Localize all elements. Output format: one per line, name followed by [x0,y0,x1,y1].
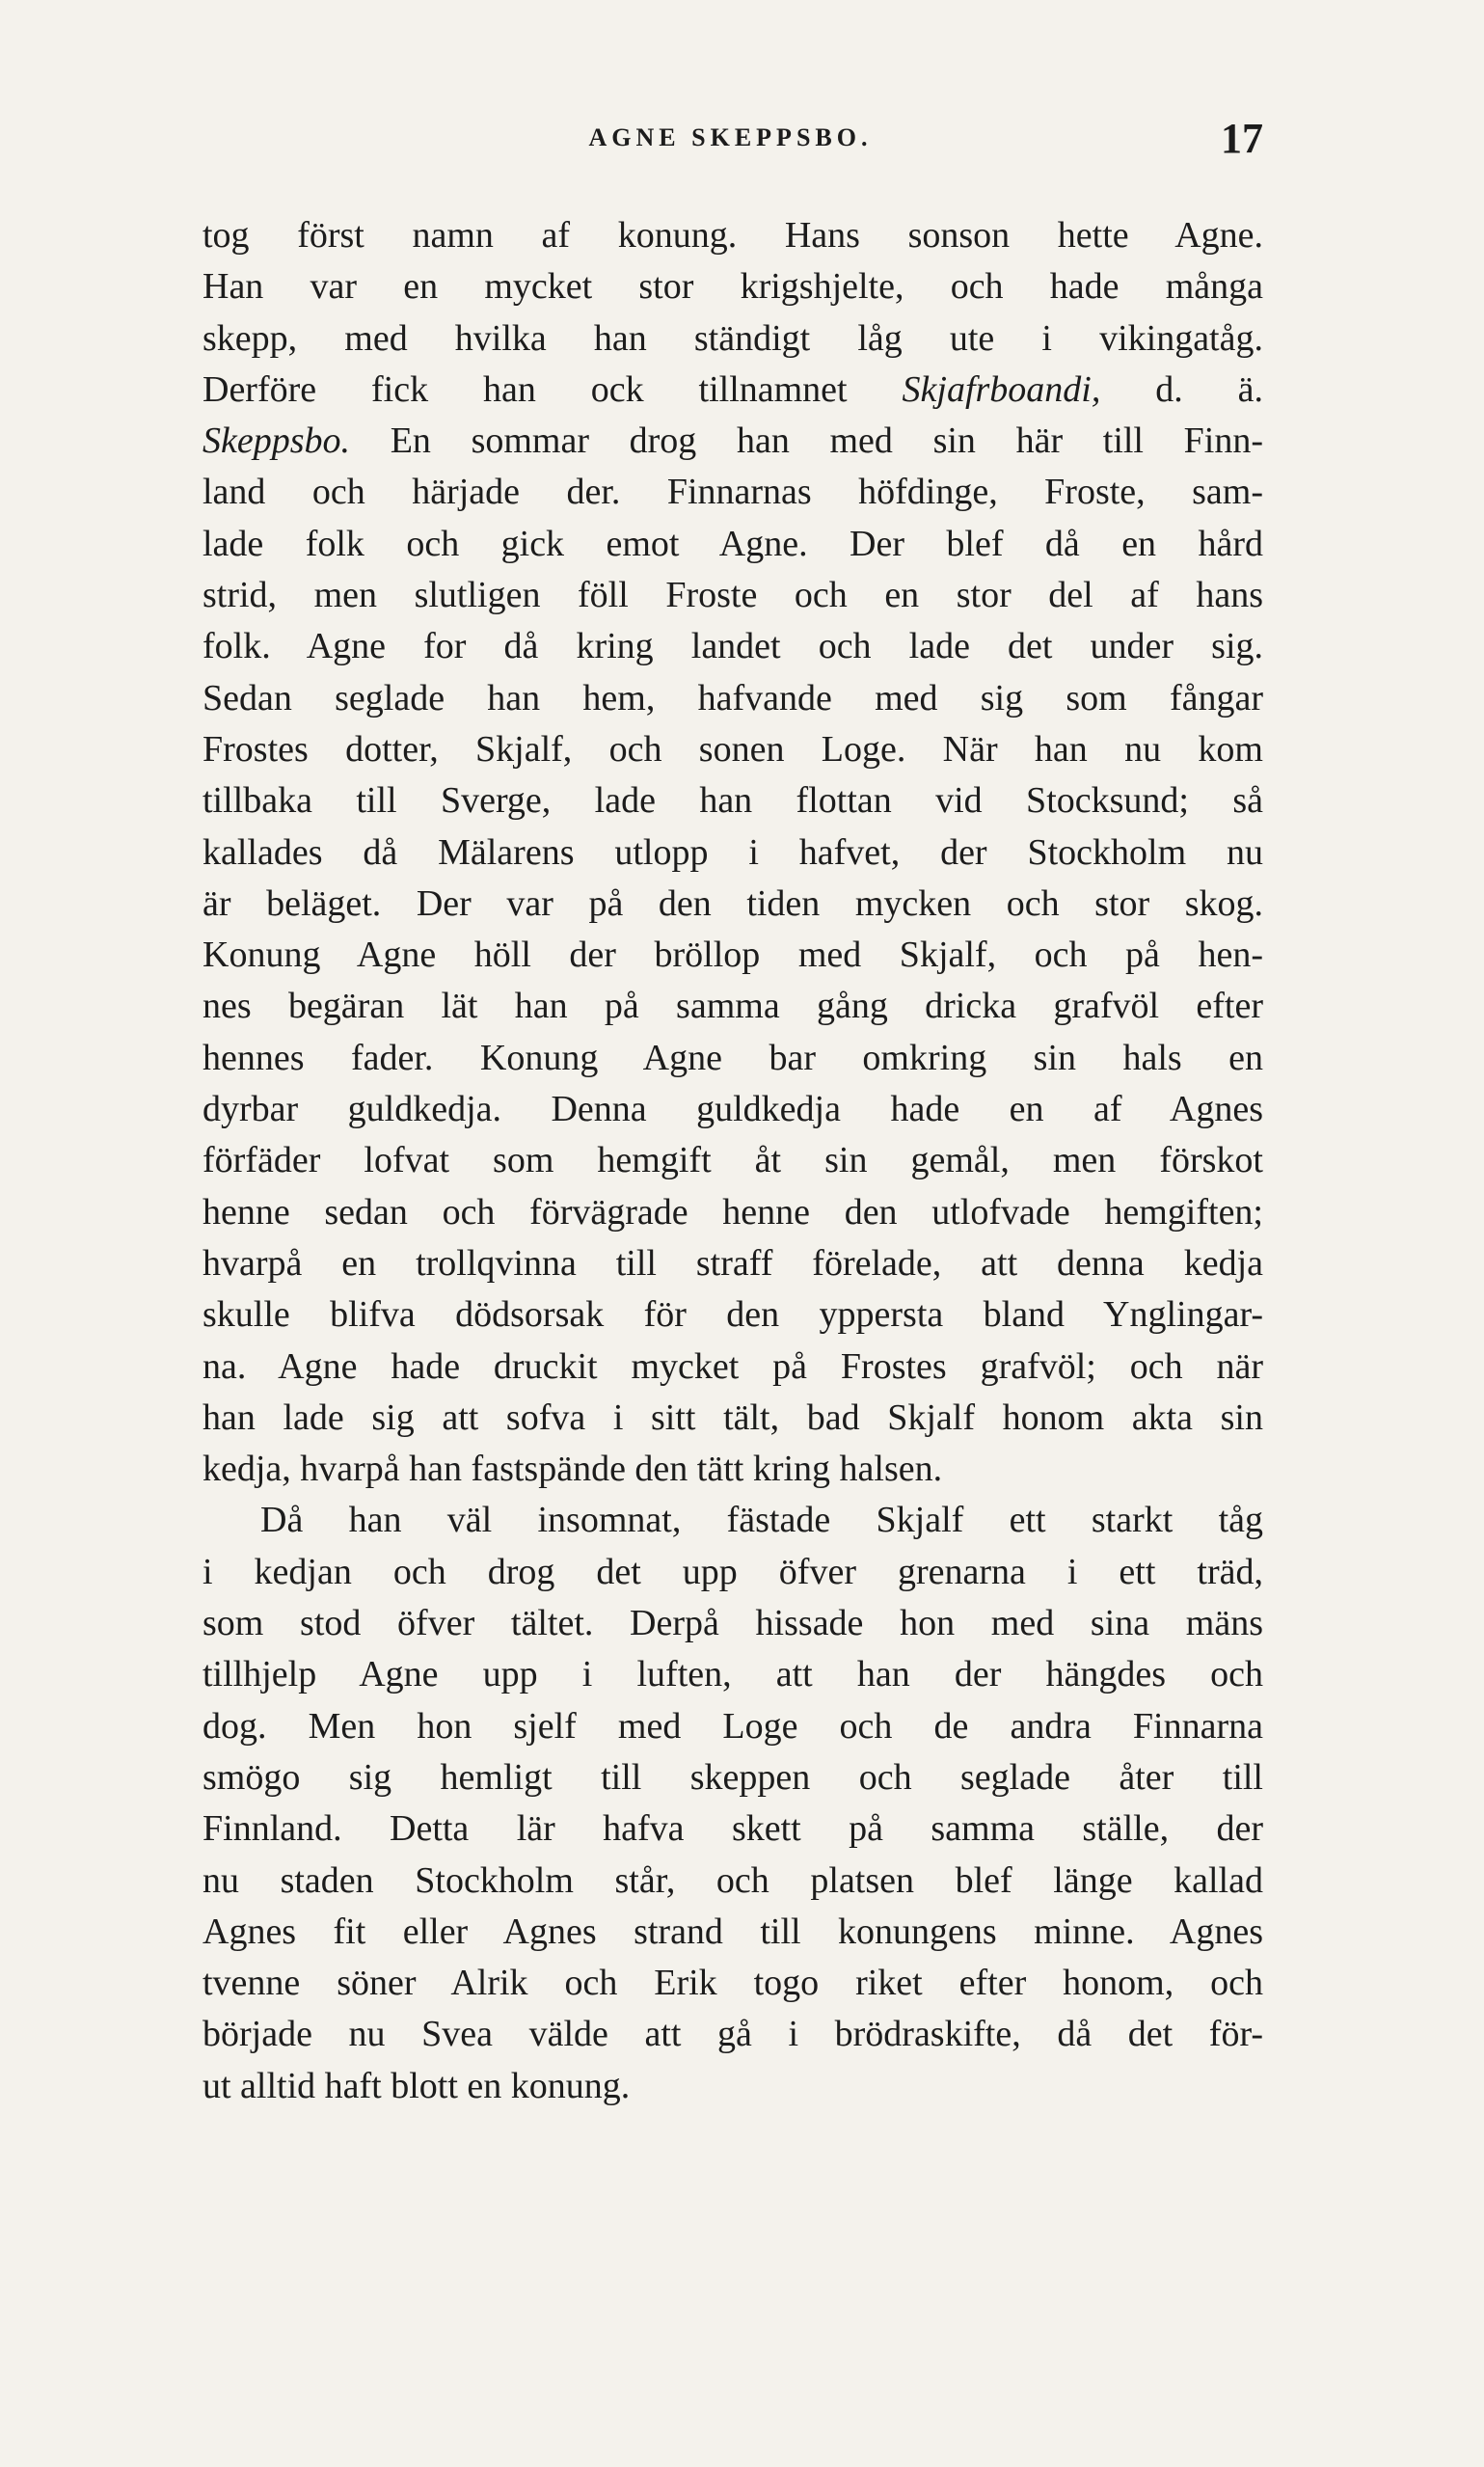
text-line: na. Agne hade druckit mycket på Frostes grafvöl; och när [202,1345,1263,1387]
text-line: nu staden Stockholm står, och platsen blef länge kallad [202,1859,1263,1901]
text-line: Sedan seglade han hem, hafvande med sig som fångar [202,677,1263,718]
text-line: Då han väl insomnat, fästade Skjalf ett starkt tåg [260,1500,1263,1541]
text-line: tillbaka till Sverge, lade han flottan vid Stocksund; så [202,780,1263,822]
text-line: han lade sig att sofva i sitt tält, bad Skjalf honom akta sin [202,1396,1263,1438]
running-head: AGNE SKEPPSBO. [588,123,873,151]
text-line: i kedjan och drog det upp öfver grenarna i ett träd, [202,1551,1263,1592]
text-line: Agnes fit eller Agnes strand till konungens minne. Agnes [202,1911,1263,1952]
text-line: folk. Agne for då kring landet och lade det under sig. [202,626,1263,667]
text-line: Finnland. Detta lär hafva skett på samma ställe, der [202,1808,1263,1850]
text-line: är beläget. Der var på den tiden mycken och stor skog. [202,882,1263,924]
text-line: ut alltid haft blott en konung. [202,2065,631,2106]
text-line: strid, men slutligen föll Froste och en stor del af hans [202,575,1263,616]
text-line: henne sedan och förvägrade henne den utlofvade hemgiften; [202,1191,1263,1233]
text-line: kallades då Mälarens utlopp i hafvet, der Stockholm nu [202,831,1263,873]
page-header [198,114,1263,162]
text-line: Skeppsbo. En sommar drog han med sin här till Finn- [202,420,1263,462]
text-line: Han var en mycket stor krigshjelte, och hade många [202,266,1263,308]
text-line: som stod öfver tältet. Derpå hissade hon med sina mäns [202,1603,1263,1644]
text-line: land och härjade der. Finnarnas höfdinge, Froste, sam- [202,472,1263,513]
italic-word: Skeppsbo. [202,420,351,462]
text-line: förfäder lofvat som hemgift åt sin gemål, men förskot [202,1140,1263,1181]
text-line: hennes fader. Konung Agne bar omkring sin hals en [202,1037,1263,1078]
text-line: Frostes dotter, Skjalf, och sonen Loge. När han nu kom [202,728,1263,770]
text-line: tillhjelp Agne upp i luften, att han der hängdes och [202,1654,1263,1695]
text-line: dyrbar guldkedja. Denna guldkedja hade en af Agnes [202,1089,1263,1130]
text-line: skepp, med hvilka han ständigt låg ute i vikingatåg. [202,317,1263,359]
body-text [202,210,1263,2112]
text-line: lade folk och gick emot Agne. Der blef då en hård [202,523,1263,564]
text-line: började nu Svea välde att gå i brödraskifte, då det för- [202,2014,1263,2055]
italic-word: Skjafrboandi, [902,368,1101,410]
text-line: smögo sig hemligt till skeppen och seglade åter till [202,1756,1263,1798]
text-line: tog först namn af konung. Hans sonson hette Agne. [202,215,1263,256]
text-line: Konung Agne höll der bröllop med Skjalf, och på hen- [202,935,1263,976]
text-line: kedja, hvarpå han fastspände den tätt kring halsen. [202,1449,943,1490]
text-line: hvarpå en trollqvinna till straff förelade, att denna kedja [202,1242,1263,1284]
page-number: 17 [1221,115,1263,162]
text-line: skulle blifva dödsorsak för den yppersta bland Ynglingar- [202,1294,1263,1336]
text-line: nes begäran lät han på samma gång dricka grafvöl efter [202,986,1263,1027]
text-line: tvenne söner Alrik och Erik togo riket efter honom, och [202,1963,1263,2004]
text-line: Derföre fick han ock tillnamnet Skjafrboandi, d. ä. [202,368,1264,410]
text-line: dog. Men hon sjelf med Loge och de andra Finnarna [202,1705,1263,1747]
